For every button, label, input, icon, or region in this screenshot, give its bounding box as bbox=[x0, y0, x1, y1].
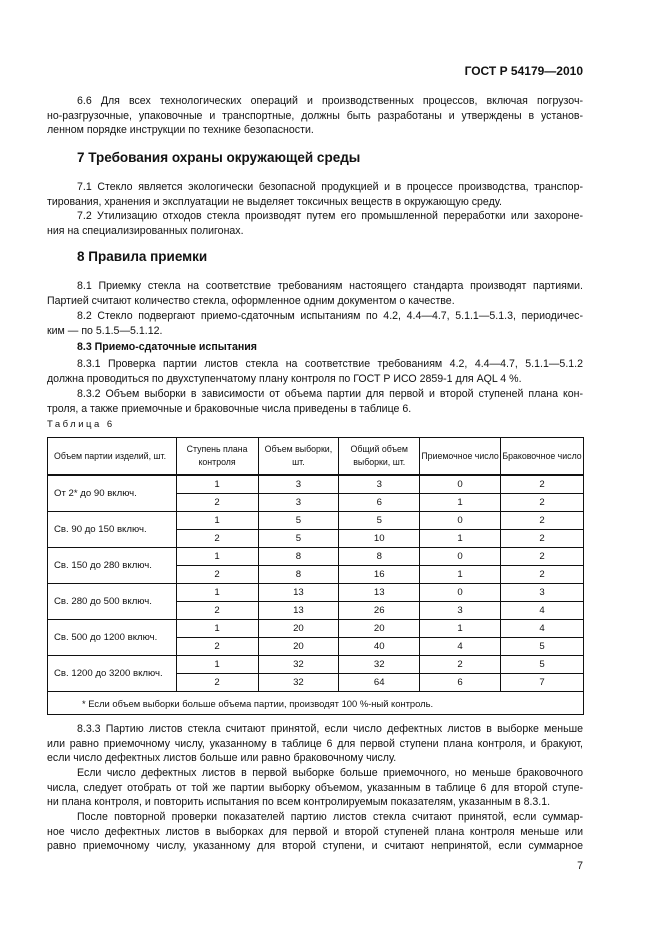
table-cell: 0 bbox=[420, 584, 501, 602]
table-cell: 2 bbox=[501, 512, 584, 530]
table-cell: 13 bbox=[258, 602, 339, 620]
paragraph-8-3-2 bbox=[47, 387, 583, 416]
text-line: 7.2 Утилизацию отходов стекла производят путем его промышленной переработки или захороне- bbox=[77, 210, 583, 222]
text-line: ния на специализированных полигонах. bbox=[47, 224, 244, 237]
text-line: троля, а также приемочные и браковочные числа приведены в таблице 6. bbox=[47, 402, 412, 415]
table-cell: 4 bbox=[420, 638, 501, 656]
table-cell: 4 bbox=[501, 602, 584, 620]
table-cell: 3 bbox=[339, 475, 420, 494]
text-line: ное число дефектных листов в выборках для первой и второй ступеней плана контроля меньше или bbox=[47, 825, 583, 838]
paragraph-6-6 bbox=[47, 94, 583, 138]
table-cell: 3 bbox=[258, 494, 339, 512]
lot-size-cell: Св. 280 до 500 включ. bbox=[48, 584, 177, 620]
text-line: числа, следует отобрать от той же партии выборку объемом, указанным в таблице 6 для второй ступе- bbox=[47, 781, 583, 794]
paragraph-8-2 bbox=[47, 309, 583, 338]
table-cell: 1 bbox=[420, 494, 501, 512]
table-cell: 32 bbox=[339, 656, 420, 674]
table-cell: 0 bbox=[420, 512, 501, 530]
text-line: 8.3.3 Партию листов стекла считают принятой, если число дефектных листов в выборке меньше bbox=[77, 723, 583, 735]
table-cell: 2 bbox=[501, 566, 584, 584]
page-number: 7 bbox=[577, 860, 583, 872]
table-cell: 2 bbox=[176, 638, 258, 656]
table-cell: 40 bbox=[339, 638, 420, 656]
table-cell: 7 bbox=[501, 674, 584, 692]
table-cell: 2 bbox=[501, 530, 584, 548]
table-cell: 6 bbox=[420, 674, 501, 692]
table-cell: 20 bbox=[258, 620, 339, 638]
table-footnote: * Если объем выборки больше объема партии, производят 100 %-ный контроль. bbox=[48, 692, 584, 715]
table-cell: 1 bbox=[176, 584, 258, 602]
table-cell: 3 bbox=[501, 584, 584, 602]
paragraph-8-3-3-second bbox=[47, 766, 583, 810]
column-header: Браковочное число bbox=[501, 438, 584, 476]
table-cell: 5 bbox=[258, 530, 339, 548]
sampling-plan-table bbox=[47, 437, 584, 715]
paragraph-7-2 bbox=[47, 209, 583, 238]
paragraph-7-1 bbox=[47, 180, 583, 209]
table-cell: 8 bbox=[258, 566, 339, 584]
table-header-row bbox=[48, 438, 584, 476]
table-cell: 32 bbox=[258, 674, 339, 692]
table-cell: 10 bbox=[339, 530, 420, 548]
table-cell: 5 bbox=[501, 638, 584, 656]
lot-size-cell: От 2* до 90 включ. bbox=[48, 475, 177, 512]
text-line: но-разгрузочные, упаковочные и транспортные, должны быть разработаны и утверждены в установ- bbox=[47, 109, 583, 122]
table-row bbox=[48, 512, 584, 530]
table-cell: 2 bbox=[420, 656, 501, 674]
paragraph-8-1 bbox=[47, 279, 583, 308]
text-line: или равно приемочному числу, указанному в таблице 6 для первой ступени плана контроля, и бракуют, bbox=[47, 737, 583, 750]
table-cell: 20 bbox=[339, 620, 420, 638]
table-cell: 5 bbox=[501, 656, 584, 674]
table-cell: 2 bbox=[176, 566, 258, 584]
table-cell: 1 bbox=[420, 530, 501, 548]
lot-size-cell: Св. 150 до 280 включ. bbox=[48, 548, 177, 584]
text-line: 8.3.1 Проверка партии листов стекла на соответствие требованиям 4.2, 4.4—4.7, 5.1.1—5.1.2 bbox=[77, 358, 583, 370]
table-cell: 1 bbox=[176, 512, 258, 530]
column-header: Ступень плана контроля bbox=[176, 438, 258, 476]
table-cell: 8 bbox=[339, 548, 420, 566]
text-line: Если число дефектных листов в первой выборке больше приемочного, но меньше браковочного bbox=[77, 767, 583, 779]
table-cell: 0 bbox=[420, 548, 501, 566]
text-line: если число дефектных листов больше или равно браковочному числу. bbox=[47, 752, 397, 764]
table-cell: 3 bbox=[258, 475, 339, 494]
table-cell: 5 bbox=[339, 512, 420, 530]
table-cell: 2 bbox=[176, 674, 258, 692]
document-id-header: ГОСТ Р 54179—2010 bbox=[464, 64, 583, 78]
text-line: 7.1 Стекло является экологически безопасной продукцией и в процессе производства, транспор- bbox=[77, 181, 583, 193]
table-cell: 32 bbox=[258, 656, 339, 674]
column-header: Объем выборки, шт. bbox=[258, 438, 339, 476]
table-cell: 1 bbox=[176, 475, 258, 494]
section-8-heading: 8 Правила приемки bbox=[77, 249, 208, 264]
table-cell: 13 bbox=[339, 584, 420, 602]
table-cell: 2 bbox=[501, 494, 584, 512]
table-cell: 2 bbox=[501, 548, 584, 566]
text-line: равно приемочному числу, указанному для второй ступени, и считают непринятой, если суммарное bbox=[47, 840, 583, 852]
lot-size-cell: Св. 1200 до 3200 включ. bbox=[48, 656, 177, 692]
table-cell: 4 bbox=[501, 620, 584, 638]
table-cell: 3 bbox=[420, 602, 501, 620]
table-cell: 2 bbox=[176, 530, 258, 548]
table-cell: 13 bbox=[258, 584, 339, 602]
table-cell: 2 bbox=[501, 475, 584, 494]
text-line: должна проводиться по двухступенчатому плану контроля по ГОСТ Р ИСО 2859-1 для AQL 4 %. bbox=[47, 372, 522, 385]
column-header: Объем партии изделий, шт. bbox=[48, 438, 177, 476]
table-footnote-row bbox=[48, 692, 584, 715]
table-caption: Таблица 6 bbox=[47, 419, 115, 430]
table-cell: 1 bbox=[420, 566, 501, 584]
text-line: 8.2 Стекло подвергают приемо-сдаточным испытаниям по 4.2, 4.4—4.7, 5.1.1—5.1.3, периодичес- bbox=[77, 310, 583, 322]
table-row bbox=[48, 656, 584, 674]
text-line: тирования, хранения и эксплуатации не выделяет токсичных веществ в окружающую среду. bbox=[47, 195, 502, 208]
text-line: После повторной проверки показателей партию листов стекла считают принятой, если суммар- bbox=[77, 811, 583, 823]
table-cell: 2 bbox=[176, 602, 258, 620]
text-line: 8.3.2 Объем выборки в зависимости от объема партии для первой и второй ступеней плана кон- bbox=[77, 388, 583, 400]
table-row bbox=[48, 620, 584, 638]
column-header: Общий объем выборки, шт. bbox=[339, 438, 420, 476]
paragraph-8-3-3-third bbox=[47, 810, 583, 854]
table-row bbox=[48, 548, 584, 566]
lot-size-cell: Св. 90 до 150 включ. bbox=[48, 512, 177, 548]
lot-size-cell: Св. 500 до 1200 включ. bbox=[48, 620, 177, 656]
table-cell: 8 bbox=[258, 548, 339, 566]
table-cell: 26 bbox=[339, 602, 420, 620]
table-cell: 1 bbox=[420, 620, 501, 638]
text-line: ленном порядке инструкции по технике безопасности. bbox=[47, 124, 314, 136]
table-cell: 1 bbox=[176, 656, 258, 674]
text-line: 8.1 Приемку стекла на соответствие требованиям настоящего стандарта производят партиями. bbox=[77, 280, 583, 292]
text-line: Партией считают количество стекла, оформленное одним документом о качестве. bbox=[47, 294, 455, 307]
table-cell: 20 bbox=[258, 638, 339, 656]
table-cell: 16 bbox=[339, 566, 420, 584]
column-header: Приемочное число bbox=[420, 438, 501, 476]
text-line: ни плана контроля, и повторить испытания по всем контролируемым показателям, указанным в 8.3.1. bbox=[47, 796, 551, 808]
section-8-3-heading: 8.3 Приемо-сдаточные испытания bbox=[77, 341, 257, 353]
table-cell: 2 bbox=[176, 494, 258, 512]
table-cell: 1 bbox=[176, 620, 258, 638]
text-line: 6.6 Для всех технологических операций и производственных процессов, включая погрузоч- bbox=[77, 95, 583, 107]
section-7-heading: 7 Требования охраны окружающей среды bbox=[77, 150, 361, 165]
table-cell: 64 bbox=[339, 674, 420, 692]
table-cell: 0 bbox=[420, 475, 501, 494]
text-line: ким — по 5.1.5—5.1.12. bbox=[47, 324, 163, 337]
table-cell: 1 bbox=[176, 548, 258, 566]
table-cell: 5 bbox=[258, 512, 339, 530]
table-cell: 6 bbox=[339, 494, 420, 512]
table-row bbox=[48, 584, 584, 602]
paragraph-8-3-1 bbox=[47, 357, 583, 386]
paragraph-8-3-3 bbox=[47, 722, 583, 766]
table-row bbox=[48, 475, 584, 494]
